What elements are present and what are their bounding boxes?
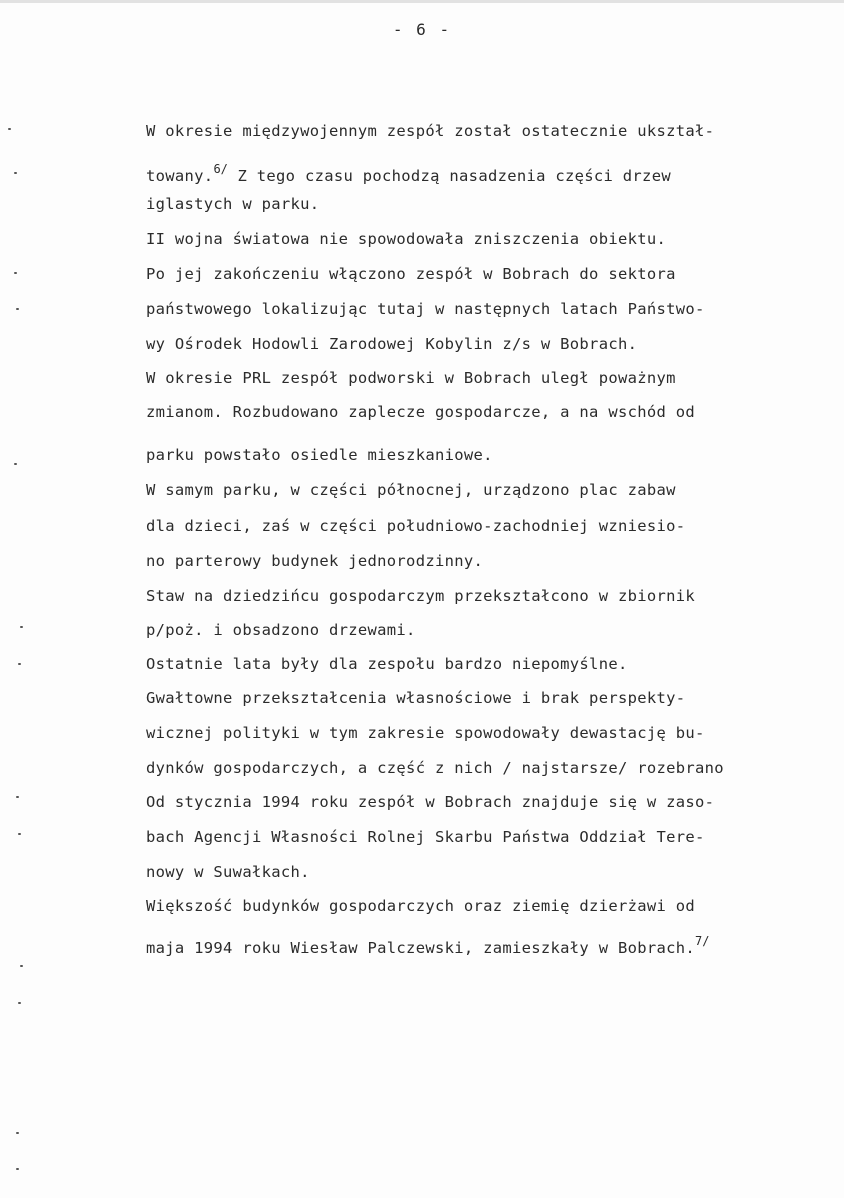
text-line: [146, 551, 483, 571]
margin-mark: [14, 172, 17, 174]
line-text: Od stycznia 1994 roku zespół w Bobrach znajduje się w zaso-: [146, 793, 715, 811]
line-text: II wojna światowa nie spowodowała zniszczenia obiektu.: [146, 230, 667, 248]
margin-mark: [20, 626, 23, 628]
line-text: Gwałtowne przekształcenia własnościowe i brak perspekty-: [146, 689, 686, 707]
line-text: Większość budynków gospodarczych oraz ziemię dzierżawi od: [146, 897, 696, 915]
text-line: [146, 516, 685, 536]
footnote-ref: 7/: [695, 934, 710, 948]
line-text: Po jej zakończeniu włączono zespół w Bobrach do sektora: [146, 265, 676, 283]
margin-mark: [16, 1168, 19, 1170]
line-text: dla dzieci, zaś w części południowo-zachodniej wzniesio-: [146, 517, 686, 535]
margin-mark: [14, 463, 17, 465]
text-line: [146, 620, 416, 640]
line-text: parku powstało osiedle mieszkaniowe.: [146, 446, 493, 464]
text-line: [146, 862, 310, 882]
text-line: [146, 229, 666, 249]
line-text: W okresie międzywojennym zespół został ostatecznie ukształ-: [146, 122, 715, 140]
line-text: Ostatnie lata były dla zespołu bardzo niepomyślne.: [146, 655, 628, 673]
margin-mark: [8, 128, 11, 130]
text-line: [146, 445, 493, 465]
text-line: [146, 194, 319, 214]
line-text: W okresie PRL zespół podworski w Bobrach uległ poważnym: [146, 369, 676, 387]
page-number: - 6 -: [392, 20, 452, 39]
line-text: wicznej polityki w tym zakresie spowodowały dewastację bu-: [146, 724, 705, 742]
text-line: [146, 688, 685, 708]
line-text: zmianom. Rozbudowano zaplecze gospodarcze, a na wschód od: [146, 403, 696, 421]
scan-top-edge: [0, 0, 844, 3]
margin-mark: [20, 965, 23, 967]
text-line: [146, 402, 695, 422]
line-text: Z tego czasu pochodzą nasadzenia części drzew: [227, 167, 671, 185]
margin-mark: [16, 308, 19, 310]
text-line: [146, 480, 676, 500]
text-line: [146, 931, 709, 958]
margin-mark: [16, 1132, 19, 1134]
text-line: [146, 723, 705, 743]
text-line: [146, 159, 671, 186]
text-line: [146, 121, 714, 141]
text-line: [146, 654, 628, 674]
line-text: p/poż. i obsadzono drzewami.: [146, 621, 416, 639]
margin-mark: [18, 1002, 21, 1004]
margin-mark: [18, 833, 21, 835]
line-text: iglastych w parku.: [146, 195, 320, 213]
line-text: nowy w Suwałkach.: [146, 863, 310, 881]
margin-mark: [16, 796, 19, 798]
text-line: [146, 586, 695, 606]
line-text: państwowego lokalizując tutaj w następnych latach Państwo-: [146, 300, 705, 318]
text-line: [146, 334, 637, 354]
text-line: [146, 368, 676, 388]
line-text: wy Ośrodek Hodowli Zarodowej Kobylin z/s w Bobrach.: [146, 335, 638, 353]
margin-mark: [14, 272, 17, 274]
line-text: bach Agencji Własności Rolnej Skarbu Państwa Oddział Tere-: [146, 828, 705, 846]
text-line: [146, 299, 705, 319]
text-line: [146, 758, 724, 778]
text-line: [146, 264, 676, 284]
text-line: [146, 827, 705, 847]
line-text: dynków gospodarczych, a część z nich / najstarsze/ rozebrano: [146, 759, 724, 777]
line-text: maja 1994 roku Wiesław Palczewski, zamieszkały w Bobrach.: [146, 939, 696, 957]
line-text: no parterowy budynek jednorodzinny.: [146, 552, 484, 570]
footnote-ref: 6/: [213, 162, 228, 176]
line-text: Staw na dziedzińcu gospodarczym przekształcono w zbiornik: [146, 587, 696, 605]
margin-mark: [18, 663, 21, 665]
text-line: [146, 896, 695, 916]
text-line: [146, 792, 714, 812]
line-text: towany.: [146, 167, 214, 185]
line-text: W samym parku, w części północnej, urządzono plac zabaw: [146, 481, 676, 499]
